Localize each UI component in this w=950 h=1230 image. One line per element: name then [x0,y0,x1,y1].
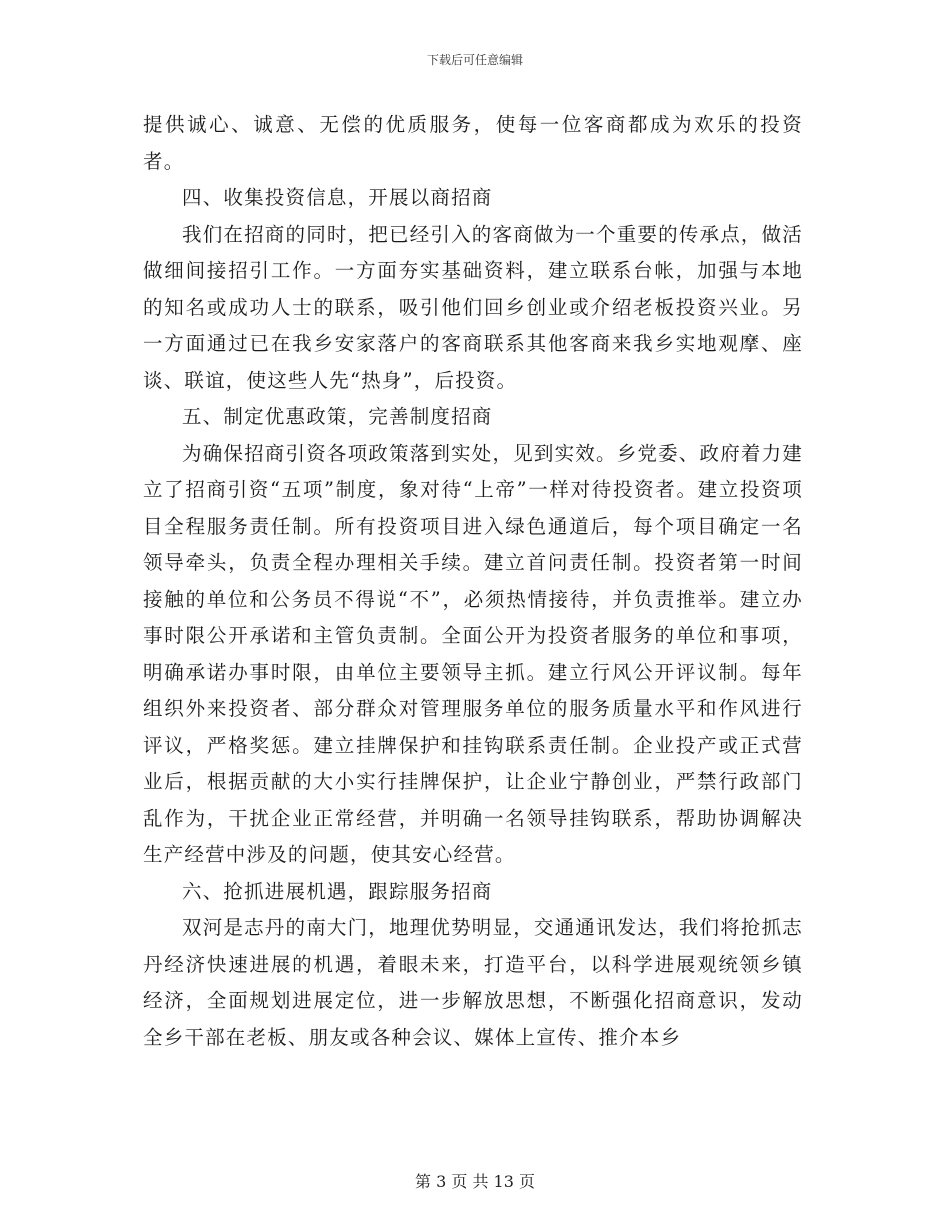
page-number-footer: 第 3 页 共 13 页 [415,1172,535,1191]
paragraph: 我们在招商的同时，把已经引入的客商做为一个重要的传承点，做活做细间接招引工作。一方面夯实基础资料，建立联系台帐，加强与本地的知名或成功人士的联系，吸引他们回乡创业或介绍老板投资兴业。另一方面通过已在我乡安家落户的客商联系其他客商来我乡实地观摩、座谈、联谊，使这些人先“热身”，后投资。 [143,222,804,392]
paragraph: 为确保招商引资各项政策落到实处，见到实效。乡党委、政府着力建立了招商引资“五项”制度，象对待“上帝”一样对待投资者。建立投资项目全程服务责任制。所有投资项目进入绿色通道后，每个项目确定一名领导牵头，负责全程办理相关手续。建立首问责任制。投资者第一时间接触的单位和公务员不得说“不”，必须热情接待，并负责推举。建立办事时限公开承诺和主管负责制。全面公开为投资者服务的单位和事项，明确承诺办事时限，由单位主要领导主抓。建立行风公开评议制。每年组织外来投资者、部分群众对管理服务单位的服务质量水平和作风进行评议，严格奖惩。建立挂牌保护和挂钩联系责任制。企业投产或正式营业后，根据贡献的大小实行挂牌保护，让企业宁静创业，严禁行政部门乱作为，干扰企业正常经营，并明确一名领导挂钩联系，帮助协调解决生产经营中涉及的问题，使其安心经营。 [143,441,804,866]
page-header: 下载后可任意编辑 [426,53,523,67]
paragraph-continuation: 提供诚心、诚意、无偿的优质服务，使每一位客商都成为欢乐的投资者。 [143,113,803,173]
document-body [143,107,803,1056]
section-heading-6: 六、抢抓进展机遇，跟踪服务招商 [182,879,493,903]
section-heading-4: 四、收集投资信息，开展以商招商 [182,186,493,209]
paragraph: 双河是志丹的南大门，地理优势明显，交通通讯发达，我们将抢抓志丹经济快速进展的机遇，着眼未来，打造平台，以科学进展观统领乡镇经济，全面规划进展定位，进一步解放思想，不断强化招商意识，发动全乡干部在老板、朋友或各种会议、媒体上宣传、推介本乡 [143,916,804,1049]
section-heading-5: 五、制定优惠政策，完善制度招商 [182,405,493,428]
